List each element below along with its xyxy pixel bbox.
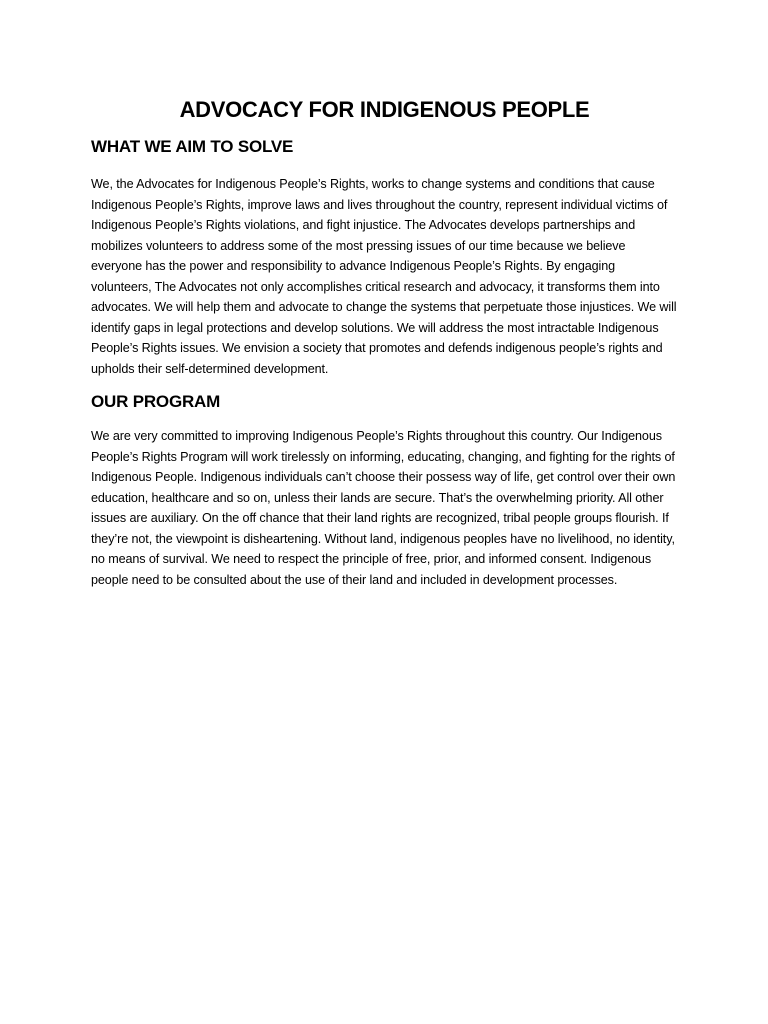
section-body-program: We are very committed to improving Indigenous People’s Rights throughout this country. Our Indigenous People’s Rights Program will work tirelessly on informing, educating, changing, and fighting for the rights of Indigenous People. Indigenous individuals can’t choose their possess way of life, get control over their own education, healthcare and so on, unless their lands are secure. That’s the overwhelming priority. All other issues are auxiliary. On the off chance that their land rights are recognized, tribal people groups flourish. If they’re not, the viewpoint is disheartening. Without land, indigenous peoples have no livelihood, no identity, no means of survival. We need to respect the principle of free, prior, and informed consent. Indigenous people need to be consulted about the use of their land and included in development processes. — [91, 429, 676, 587]
section-heading-program: OUR PROGRAM — [91, 392, 221, 411]
document-title: ADVOCACY FOR INDIGENOUS PEOPLE — [179, 97, 590, 122]
section-heading-aim: WHAT WE AIM TO SOLVE — [91, 137, 294, 156]
section-body-aim: We, the Advocates for Indigenous People’s Rights, works to change systems and conditions that cause Indigenous People’s Rights, improve laws and lives throughout the country, represent individual victims of Indigenous People’s Rights violations, and fight injustice. The Advocates develops partnerships and mobilizes volunteers to address some of the most pressing issues of our time because we believe everyone has the power and responsibility to advance Indigenous People’s Rights. By engaging volunteers, The Advocates not only accomplishes critical research and advocacy, it transforms them into advocates. We will help them and advocate to change the systems that perpetuate those injustices. We will identify gaps in legal protections and develop solutions. We will address the most intractable Indigenous People’s Rights issues. We envision a society that promotes and defends indigenous people’s rights and upholds their self-determined development. — [91, 177, 677, 376]
